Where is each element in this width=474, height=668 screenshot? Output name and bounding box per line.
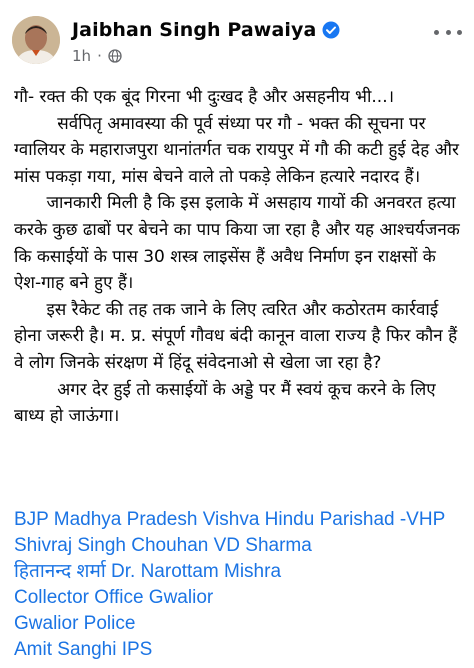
- globe-icon[interactable]: [108, 49, 122, 63]
- post-meta: [72, 47, 122, 65]
- post-timestamp[interactable]: 1h: [72, 47, 92, 65]
- post-text: [14, 84, 466, 430]
- post-paragraph: गौ- रक्त की एक बूंद गिरना भी दुःखद है और असहनीय भी...।: [14, 87, 395, 107]
- post-header: [0, 0, 474, 80]
- more-options-icon[interactable]: [434, 22, 462, 42]
- tag-link[interactable]: Gwalior Police: [14, 613, 136, 634]
- tagged-pages: [14, 507, 464, 663]
- post-paragraph: इस रैकेट की तह तक जाने के लिए त्वरित और कठोरतम कार्रवाई होना जरूरी है। म. प्र. संपूर्ण गौवध बंदी कानून वाला राज्य है फिर कौन हैं वे लोग जिनके संरक्षण में हिंदू संवेदनाओ से खेला जा रहा है?: [14, 299, 463, 373]
- post-paragraph: सर्वपितृ अमावस्या की पूर्व संध्या पर गौ - भक्त की सूचना पर ग्वालियर के महाराजपुरा थानांतर्गत चक रायपुर में गौ की कटी हुई देह और मांस पकड़ा गया, मांस बेचने वाले तो पकड़े लेकिन हत्यारे नदारद हैं।: [14, 113, 465, 187]
- author-name[interactable]: Jaibhan Singh Pawaiya: [72, 19, 317, 41]
- meta-separator: ·: [97, 47, 102, 65]
- post-paragraph: जानकारी मिली है कि इस इलाके में असहाय गायों की अनवरत हत्या करके कुछ ढाबों पर बेचने का पाप किया जा रहा है और यह आश्चर्यजनक कि कसाईयों के पास 30 शस्त्र लाइसेंस हैं अवैध निर्माण इन राक्षसों के ऐश-गाह बने हुए हैं।: [14, 193, 466, 294]
- tag-link[interactable]: Shivraj Singh Chouhan VD Sharma: [14, 535, 312, 556]
- tag-link[interactable]: BJP Madhya Pradesh Vishva Hindu Parishad -VHP: [14, 509, 446, 530]
- author-avatar[interactable]: [12, 16, 60, 64]
- tag-link[interactable]: हितानन्द शर्मा Dr. Narottam Mishra: [14, 561, 282, 582]
- post-paragraph: अगर देर हुई तो कसाईयों के अड्डे पर मैं स्वयं कूच करने के लिए बाध्य हो जाऊंगा।: [14, 379, 442, 427]
- verified-badge-icon: [322, 21, 340, 39]
- tag-link[interactable]: Collector Office Gwalior: [14, 587, 214, 608]
- tag-link[interactable]: Amit Sanghi IPS: [14, 639, 153, 660]
